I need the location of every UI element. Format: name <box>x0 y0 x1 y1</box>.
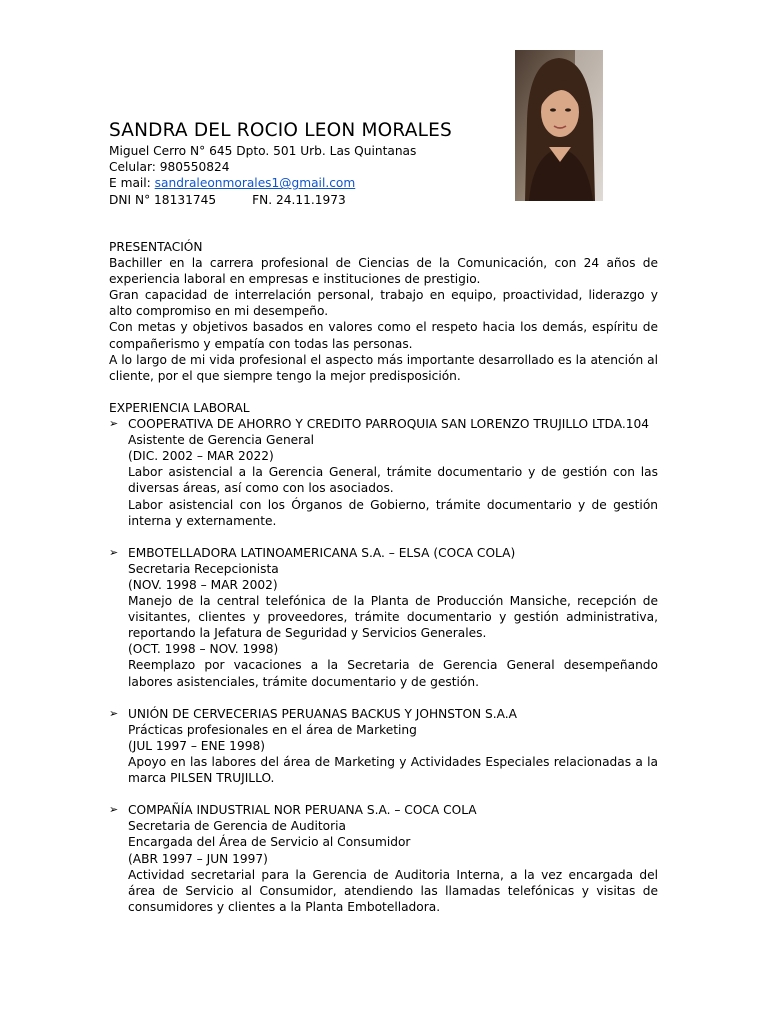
presentation-paragraph: Gran capacidad de interrelación personal, trabajo en equipo, proactividad, liderazgo y alto compromiso en mi desempeño. <box>109 288 658 319</box>
job-title: Encargada del Área de Servicio al Consumidor <box>128 835 411 850</box>
job-description: Actividad secretarial para la Gerencia de Auditoria Interna, a la vez encargada del área de Servicio al Consumidor, atendiendo las llamadas telefónicas y visitas de consumidores y clientes a la Planta Embotelladora. <box>128 867 658 914</box>
presentation-paragraph: Bachiller en la carrera profesional de Ciencias de la Comunicación, con 24 años de experiencia laboral en empresas e instituciones de prestigio. <box>109 256 658 287</box>
job-description: Labor asistencial con los Órganos de Gobierno, trámite documentario y de gestión interna y externamente. <box>128 497 658 528</box>
job-description: Reemplazo por vacaciones a la Secretaria de Gerencia General desempeñando labores asistenciales, trámite documentario y de gestión. <box>128 658 658 689</box>
experience-entry <box>109 545 658 690</box>
experience-heading: EXPERIENCIA LABORAL <box>109 400 250 415</box>
job-description: Labor asistencial a la Gerencia General, trámite documentario y de gestión con las diversas áreas, así como con los asociados. <box>128 465 658 496</box>
presentation-heading: PRESENTACIÓN <box>109 240 203 254</box>
profile-photo <box>515 50 603 201</box>
email-link[interactable]: sandraleonmorales1@gmail.com <box>154 176 356 191</box>
job-period: (DIC. 2002 – MAR 2022) <box>128 449 274 464</box>
job-title: Prácticas profesionales en el área de Marketing <box>128 722 417 737</box>
bullet-arrow-icon: ➢ <box>109 706 119 720</box>
dni: DNI N° 18131745 <box>109 192 217 207</box>
candidate-name: SANDRA DEL ROCIO LEON MORALES <box>109 120 452 141</box>
experience-entry <box>109 802 658 915</box>
company-name: UNIÓN DE CERVECERIAS PERUANAS BACKUS Y JOHNSTON S.A.A <box>128 706 517 721</box>
job-period: (NOV. 1998 – MAR 2002) <box>128 577 278 592</box>
address: Miguel Cerro N° 645 Dpto. 501 Urb. Las Quintanas <box>109 144 417 158</box>
job-description: Apoyo en las labores del área de Marketing y Actividades Especiales relacionadas a la marca PILSEN TRUJILLO. <box>128 755 658 786</box>
bullet-arrow-icon: ➢ <box>109 803 119 817</box>
id-line <box>109 192 416 208</box>
company-name: EMBOTELLADORA LATINOAMERICANA S.A. – ELSA (COCA COLA) <box>128 545 516 560</box>
birth-date: FN. 24.11.1973 <box>252 192 346 207</box>
job-period: (ABR 1997 – JUN 1997) <box>128 851 268 866</box>
email-label: E mail: <box>109 176 155 191</box>
phone: Celular: 980550824 <box>109 160 230 175</box>
email-line <box>109 175 416 191</box>
bullet-arrow-icon: ➢ <box>109 545 119 559</box>
bullet-arrow-icon: ➢ <box>109 417 119 431</box>
presentation-paragraph: A lo largo de mi vida profesional el aspecto más importante desarrollado es la atención al cliente, por el que siempre tengo la mejor predisposición. <box>109 352 658 383</box>
cv-body <box>109 239 658 915</box>
presentation-paragraph: Con metas y objetivos basados en valores como el respeto hacia los demás, espíritu de compañerismo y empatía con todas las personas. <box>109 320 658 351</box>
experience-entry <box>109 416 658 529</box>
company-name: COMPAÑÍA INDUSTRIAL NOR PERUANA S.A. – COCA COLA <box>128 803 477 818</box>
experience-entry <box>109 706 658 786</box>
contact-block <box>109 143 416 208</box>
job-description: Manejo de la central telefónica de la Planta de Producción Mansiche, recepción de visitantes, clientes y proveedores, trámite documentario y gestión administrativa, reportando la Jefatura de Seguridad y Servicios Generales. <box>128 594 658 641</box>
job-title: Asistente de Gerencia General <box>128 433 315 448</box>
job-title: Secretaria de Gerencia de Auditoria <box>128 819 346 834</box>
job-title: Secretaria Recepcionista <box>128 561 279 576</box>
job-period: (JUL 1997 – ENE 1998) <box>128 738 265 753</box>
company-name: COOPERATIVA DE AHORRO Y CREDITO PARROQUIA SAN LORENZO TRUJILLO LTDA.104 <box>128 417 649 432</box>
job-period: (OCT. 1998 – NOV. 1998) <box>128 642 279 657</box>
